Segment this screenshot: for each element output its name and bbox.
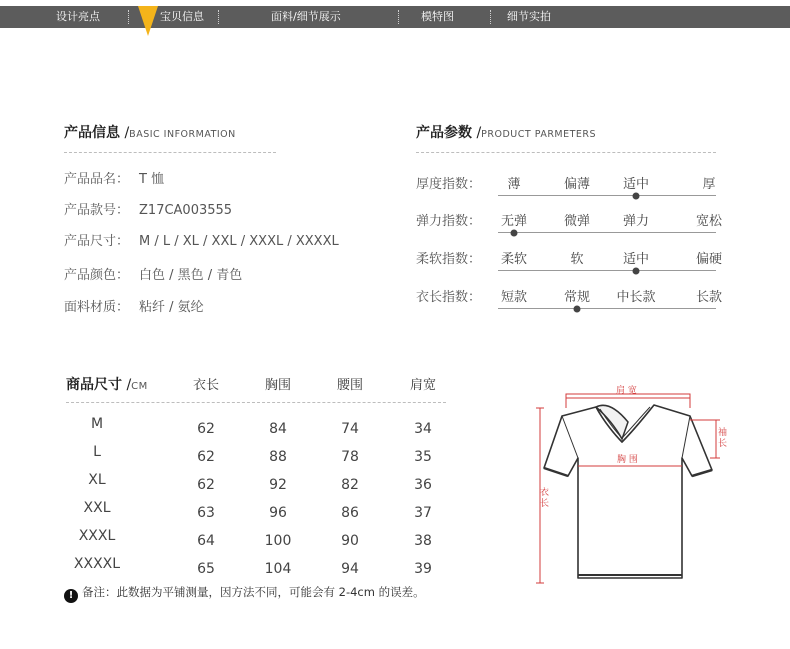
divider xyxy=(416,152,716,153)
info-row xyxy=(64,168,164,187)
nav-separator xyxy=(218,10,219,24)
param-scale-line xyxy=(498,270,716,271)
size-label: XXXL xyxy=(78,528,116,544)
size-value: 62 xyxy=(197,421,215,437)
param-scale-line xyxy=(498,195,716,196)
size-col-header: 胸围 xyxy=(264,378,292,393)
size-value: 34 xyxy=(414,421,432,437)
size-value: 100 xyxy=(264,533,292,549)
size-label: XXL xyxy=(83,500,111,516)
nav-separator xyxy=(398,10,399,24)
param-label: 衣长指数： xyxy=(416,290,482,305)
param-label: 厚度指数： xyxy=(416,177,482,192)
nav-bar xyxy=(0,6,790,28)
size-value: 63 xyxy=(197,505,215,521)
info-row xyxy=(64,264,242,283)
product-params-title: 产品参数 xyxy=(416,125,472,141)
size-value: 92 xyxy=(269,477,287,493)
heading-slash: / xyxy=(472,125,482,141)
size-value: 90 xyxy=(341,533,359,549)
info-value: M / L / XL / XXL / XXXL / XXXXL xyxy=(139,234,339,249)
size-table-heading xyxy=(66,374,148,394)
param-indicator-dot xyxy=(633,192,640,199)
param-option: 适中 xyxy=(622,177,650,192)
active-nav-pointer-icon xyxy=(138,6,158,36)
product-info-subtitle: BASIC INFORMATION xyxy=(129,129,236,140)
info-label: 产品尺寸： xyxy=(64,234,130,249)
param-indicator-dot xyxy=(633,267,640,274)
size-value: 39 xyxy=(414,561,432,577)
size-value: 82 xyxy=(341,477,359,493)
nav-item-product-info[interactable]: 宝贝信息 xyxy=(160,10,204,23)
info-label: 面料材质： xyxy=(64,300,130,315)
info-row xyxy=(64,199,232,218)
product-params-heading xyxy=(416,122,596,142)
measurement-note xyxy=(64,584,425,603)
param-option: 无弹 xyxy=(500,214,528,229)
nav-item-design[interactable]: 设计亮点 xyxy=(56,10,100,23)
param-option: 软 xyxy=(570,252,584,267)
size-value: 94 xyxy=(341,561,359,577)
param-option: 宽松 xyxy=(695,214,723,229)
divider xyxy=(66,402,446,403)
product-params-subtitle: PRODUCT PARMETERS xyxy=(481,129,597,140)
param-scale-line xyxy=(498,308,716,309)
size-value: 38 xyxy=(414,533,432,549)
size-value: 78 xyxy=(341,449,359,465)
nav-separator xyxy=(128,10,129,24)
size-value: 86 xyxy=(341,505,359,521)
product-info-title: 产品信息 xyxy=(64,125,120,141)
size-value: 64 xyxy=(197,533,215,549)
size-value: 65 xyxy=(197,561,215,577)
param-option: 柔软 xyxy=(500,252,528,267)
warning-icon: ! xyxy=(64,589,78,603)
param-indicator-dot xyxy=(574,305,581,312)
size-col-header: 腰围 xyxy=(336,378,364,393)
param-option: 弹力 xyxy=(622,214,650,229)
size-col-header: 衣长 xyxy=(192,378,220,393)
param-option: 厚 xyxy=(702,177,716,192)
param-option: 薄 xyxy=(507,177,521,192)
info-value: T 恤 xyxy=(139,172,165,187)
product-info-heading xyxy=(64,122,236,142)
param-indicator-dot xyxy=(511,229,518,236)
heading-slash: / xyxy=(120,125,130,141)
info-row xyxy=(64,230,339,249)
diagram-label-shoulder: 肩 宽 xyxy=(616,386,637,396)
size-value: 35 xyxy=(414,449,432,465)
param-scale-line xyxy=(498,232,716,233)
param-option: 偏硬 xyxy=(695,252,723,267)
nav-item-fabric-details[interactable]: 面料/细节展示 xyxy=(271,10,341,23)
info-value: Z17CA003555 xyxy=(139,203,233,218)
heading-slash: / xyxy=(122,377,132,393)
tshirt-measurement-diagram xyxy=(530,378,740,588)
param-label: 弹力指数： xyxy=(416,214,482,229)
param-label: 柔软指数： xyxy=(416,252,482,267)
size-value: 96 xyxy=(269,505,287,521)
param-option: 短款 xyxy=(500,290,528,305)
info-value: 粘纤 / 氨纶 xyxy=(139,300,204,315)
size-value: 88 xyxy=(269,449,287,465)
info-row xyxy=(64,296,204,315)
size-value: 74 xyxy=(341,421,359,437)
info-label: 产品品名： xyxy=(64,172,130,187)
size-table-unit: CM xyxy=(131,381,148,392)
size-label: L xyxy=(93,444,101,460)
param-option: 中长款 xyxy=(616,290,656,305)
size-value: 36 xyxy=(414,477,432,493)
info-label: 产品颜色： xyxy=(64,268,130,283)
size-label: M xyxy=(90,416,104,432)
size-label: XL xyxy=(88,472,106,488)
size-value: 62 xyxy=(197,449,215,465)
divider xyxy=(64,152,276,153)
param-option: 适中 xyxy=(622,252,650,267)
param-option: 长款 xyxy=(695,290,723,305)
nav-item-model[interactable]: 模特图 xyxy=(421,10,454,23)
size-col-header: 肩宽 xyxy=(409,378,437,393)
size-value: 37 xyxy=(414,505,432,521)
size-label: XXXXL xyxy=(73,556,121,572)
size-value: 84 xyxy=(269,421,287,437)
param-option: 常规 xyxy=(563,290,591,305)
param-option: 微弹 xyxy=(563,214,591,229)
diagram-label-length: 衣 长 xyxy=(540,488,550,509)
size-value: 104 xyxy=(264,561,292,577)
note-text: 备注：此数据为平铺测量，因方法不同，可能会有 2-4cm 的误差。 xyxy=(82,585,425,599)
diagram-label-sleeve: 袖 长 xyxy=(718,428,728,449)
param-option: 偏薄 xyxy=(563,177,591,192)
diagram-label-chest: 胸 围 xyxy=(617,455,638,465)
info-label: 产品款号： xyxy=(64,203,130,218)
info-value: 白色 / 黑色 / 青色 xyxy=(139,268,243,283)
nav-separator xyxy=(490,10,491,24)
tshirt-outline-icon xyxy=(530,378,740,588)
nav-item-detail-photos[interactable]: 细节实拍 xyxy=(507,10,551,23)
size-value: 62 xyxy=(197,477,215,493)
size-table-title: 商品尺寸 xyxy=(66,377,122,393)
